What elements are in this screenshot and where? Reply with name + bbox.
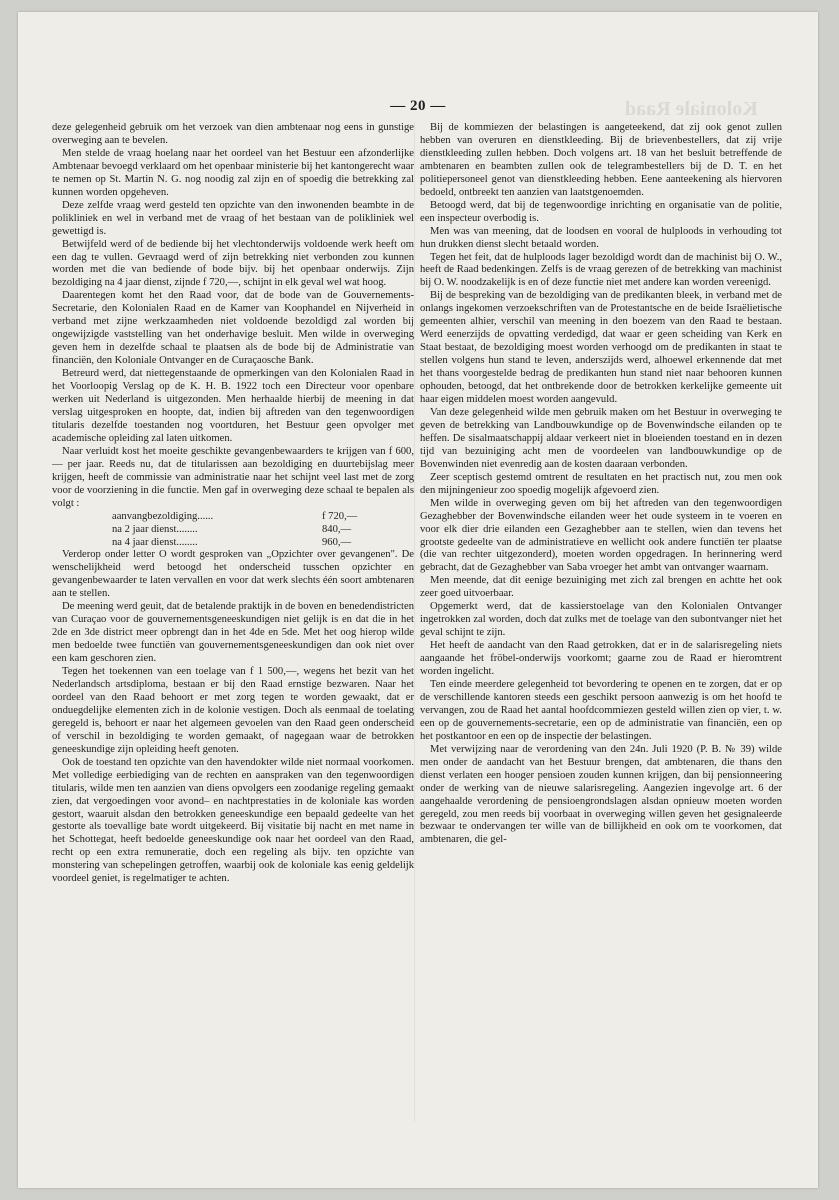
paragraph: Verderop onder letter O wordt gesproken van „Opzichter over gevangenen". De wenschelijkheid werd betoogd het onderscheid tusschen opzichter en gevangenbewaarder te laten vervallen en voor dat werk slechts één soort ambtenaren aan te stellen. [52, 549, 414, 600]
salary-scale [112, 511, 414, 550]
paragraph: Bij de bespreking van de bezoldiging van de predikanten bleek, in verband met de onlangs ingekomen verzoekschriften van de Protestantsche en de beide Israëlietische gemeenten alhier, verschil van meening in den boezem van den Raad te bestaan. Werd eenerzijds de opvatting verdedigd, dat waar er geen scheiding van Kerk en Staat bestaat, de bezoldiging moest worden verhoogd om de predikanten in staat te stellen volgens hun stand te leven, anderszijds werd, alhoewel erkennende dat met het thans voorgestelde bedrag de predikanten hun stand niet naar behooren kunnen ophouden, betoogd, dat het ontbrekende door de betrokken kerkelijke gemeente uit haar eigen middelen moest worden aangevuld. [420, 290, 782, 406]
salary-scale-label: na 4 jaar dienst........ [112, 536, 198, 548]
paragraph: Deze zelfde vraag werd gesteld ten opzichte van den inwonenden beambte in de polikliniek en wel in verband met de vraag of het bestaan van de polikliniek wel gewettigd is. [52, 199, 414, 237]
document-page [18, 12, 818, 1188]
salary-scale-row [112, 537, 382, 550]
paragraph: Opgemerkt werd, dat de kassierstoelage van den Kolonialen Ontvanger ingetrokken zal worden, doch dat zulks met de toelage van den subontvanger niet het geval schijnt te zijn. [420, 601, 782, 639]
paragraph: Men wilde in overweging geven om bij het aftreden van den tegenwoordigen Gezaghebber der Bovenwindsche eilanden weer het oude systeem in te voeren en voor elk dier drie eilanden een Gezaghebber aan te stellen, wien dan tevens het grootste gedeelte van de administratieve en wellicht ook andere functiën ter plaatse (die van rechter uitgezonderd), moeten worden opgedragen. In herinnering werd gebracht, dat de Gezaghebber van Saba vroeger het ambt van ontvanger waarnam. [420, 497, 782, 574]
paragraph: Betoogd werd, dat bij de tegenwoordige inrichting en organisatie van de politie, een inspecteur overbodig is. [420, 199, 782, 224]
paragraph: Met verwijzing naar de verordening van den 24n. Juli 1920 (P. B. № 39) wilde men onder de aandacht van het Bestuur brengen, dat ambtenaren, die thans den dienst verlaten een hooger pensioen zouden kunnen krijgen, dan bij pensionneering onder de werking van de nieuwe salarisregeling. Aangezien ingevolge art. 6 der aangehaalde verordening de pensioengrondslagen alsdan opnieuw moeten worden geregeld, zou men reeds bij voorbaat in overweging willen geven het gesignaleerde bezwaar te ondervangen ter wille van de billijkheid en ook om te voorkomen, dat ambtenaren, die gel- [420, 743, 782, 846]
paragraph: Het heeft de aandacht van den Raad getrokken, dat er in de salarisregeling niets aangaande het fröbel-onderwijs voorkomt; gaarne zou de Raad er hieromtrent worden ingelicht. [420, 640, 782, 678]
salary-scale-amount: 960,— [322, 536, 352, 548]
salary-scale-label: aanvangbezoldiging...... [112, 510, 214, 522]
paragraph: deze gelegenheid gebruik om het verzoek van dien ambtenaar nog eens in gunstige overweging aan te bevelen. [52, 122, 414, 146]
paragraph: Men stelde de vraag hoelang naar het oordeel van het Bestuur een afzonderlijke Ambtenaar bevoegd verklaard om het openbaar ministerie bij het kantongerecht waar te nemen op St. Martin N. G. nog noodig zal zijn en of spoedig die betrekking zal kunnen worden opgeheven. [52, 147, 414, 198]
paragraph: Ten einde meerdere gelegenheid tot bevordering te openen en te zorgen, dat er op de verschillende kantoren steeds een geschikt persoon aanwezig is om het hoofd te vervangen, zou de Raad het aantal hoofdcommiezen gesteld willen zien op vier, t. w. een op de gouvernements-secretarie, een op de administratie van financiën, een op het postkantoor en een op de inspectie der belastingen. [420, 678, 782, 742]
salary-scale-row [112, 524, 382, 537]
paragraph: Bij de kommiezen der belastingen is aangeteekend, dat zij ook genot zullen hebben van overuren en dienstkleeding. Bij de brievenbestellers, dat zij vrije dienstkleeding zullen hebben. Doch volgens art. 18 van het besluit betreffende de ambtenaren en beambten zullen ook de telegrambestellers bij de D. T. en het politiepersoneel genot van dienstkleeding hebben. Eene aanteekening als hiervoren bedoeld, ontbreekt ten aanzien van laatstgenoemden. [420, 122, 782, 198]
paragraph: Betwijfeld werd of de bediende bij het vlechtonderwijs voldoende werk heeft om een dag te vullen. Gevraagd werd of zijn betrekking niet verbonden zou kunnen worden met die van bediende of bode bijv. bij het openbaar onderwijs. Zijn bezoldiging na 4 jaar dienst, zijnde f 720,—, schijnt in elk geval wel wat hoog. [52, 238, 414, 289]
salary-scale-row [112, 511, 382, 524]
paragraph: Betreurd werd, dat niettegenstaande de opmerkingen van den Kolonialen Raad in het Voorloopig Verslag op de K. H. B. 1922 toch een Directeur voor openbare werken uit Nederland is uitgezonden. Men herhaalde hierbij de meening in dat verslag uitgesproken en hoopte, dat, indien bij aftreden van den tegenwoordigen titularis dezelfde toestanden nog voortduren, het Bestuur geen opvolger met academische opleiding zal laten uitkomen. [52, 368, 414, 444]
paragraph: Ook de toestand ten opzichte van den havendokter wilde niet normaal voorkomen. Met volledige eerbiediging van de rechten en aanspraken van den tegenwoordigen titularis, wilde men ten aanzien van diens opvolgers een zoodanige regeling gemaakt zien, dat vergoedingen voor avond– en nachtprestaties in de koloniale kas worden gestort, waaruit alsdan den betrokken geneeskundige een bepaald gedeelte van het gestorte als toevallige bate wordt uitgekeerd. Bij visitatie bij nacht en met name in het Schottegat, heeft bedoelde geneeskundige ook naar het oordeel van den Raad, recht op een extra remuneratie, doch een regeling als bijv. ten opzichte van monstering van schepelingen getroffen, waarbij ook de koloniale kas eenig geldelijk voordeel geniet, is regelmatiger te achten. [52, 756, 414, 885]
salary-scale-amount: 840,— [322, 523, 352, 535]
paragraph: Naar verluidt kost het moeite geschikte gevangenbewaarders te krijgen van f 600,— per jaar. Reeds nu, dat de titularissen aan bezoldiging en duurtebijslag meer krijgen, heeft de commissie van administratie naar het schijnt veel last met de zorg voor de voorziening in die functie. Men gaf in overweging deze schaal te bepalen als volgt : [52, 445, 414, 509]
paragraph: De meening werd geuit, dat de betalende praktijk in de boven en benedendistricten van Curaçao voor de gouvernementsgeneeskundigen niet gelijk is en dat die in het 2de en 3de district meer opbrengt dan in het 4de en 5de. Met het oog hierop wilde men bedoelde twee functiën van gouvernementsgeneeskundigen dan ook niet over een kam geschoren zien. [52, 601, 414, 665]
paragraph: Zeer sceptisch gestemd omtrent de resultaten en het practisch nut, zou men ook den mijningenieur zoo spoedig mogelijk afgevoerd zien. [420, 471, 782, 496]
salary-scale-label: na 2 jaar dienst........ [112, 523, 198, 535]
paragraph: Van deze gelegenheid wilde men gebruik maken om het Bestuur in overweging te geven de betrekking van Landbouwkundige op de Bovenwindsche eilanden op te heffen. De sisalmaatschappij aldaar verkeert niet in bloeienden toestand en in dezen tijd van bezuiniging acht men de voordeelen van landbouwkundige op de Bovenwinden niet evenredig aan de kosten daaraan verbonden. [420, 406, 782, 470]
column-gutter [414, 122, 415, 1122]
paragraph: Tegen het toekennen van een toelage van f 1 500,—, wegens het bezit van het Nederlandsch artsdiploma, bestaan er bij den Raad ernstige bezwaren. Naar het oordeel van den Raad behoort er met zorg tegen te worden gewaakt, dat er onduegdelijke elementen zich in de kolonie vestigen. Doch als eenmaal de toelating geregeld is, behoort er naar het algemeen gevoelen van den Raad geen onderscheid of verschil in bezoldiging te worden gemaakt, of nagegaan waar de betrokken geneeskundige zijn opleiding heeft genoten. [52, 666, 414, 755]
paragraph: Daarentegen komt het den Raad voor, dat de bode van de Gouvernements-Secretarie, den Kolonialen Raad en de Kamer van Koophandel en Nijverheid in verband met zijne werkzaamheden niet voldoende bezoldigd zal worden bij ongewijzigde vaststelling van het onderhavige besluit. Men wilde in overweging geven hem in dezelfde schaal te plaatsen als de bode bij de Administratie van financiën, den Koloniale Ontvanger en de Curaçaosche Bank. [52, 290, 414, 367]
paragraph: Tegen het feit, dat de hulploods lager bezoldigd wordt dan de machinist bij O. W., heeft de Raad bedenkingen. Zelfs is de vraag gerezen of de betrekking van machinist bij O. W. noodzakelijk is en of deze functie niet met andere kan worden vereenigd. [420, 251, 782, 289]
right-column [420, 122, 782, 847]
page-number: — 20 — [390, 98, 446, 114]
paragraph: Men was van meening, dat de loodsen en vooral de hulploods in verhouding tot hun drukken dienst slecht betaald worden. [420, 225, 782, 250]
left-column [52, 122, 414, 886]
paragraph: Men meende, dat dit eenige bezuiniging met zich zal brengen en achtte het ook zeer goed uitvoerbaar. [420, 575, 782, 600]
salary-scale-amount: f 720,— [322, 510, 358, 522]
bleed-through-heading: Koloniale Raad [625, 98, 758, 120]
